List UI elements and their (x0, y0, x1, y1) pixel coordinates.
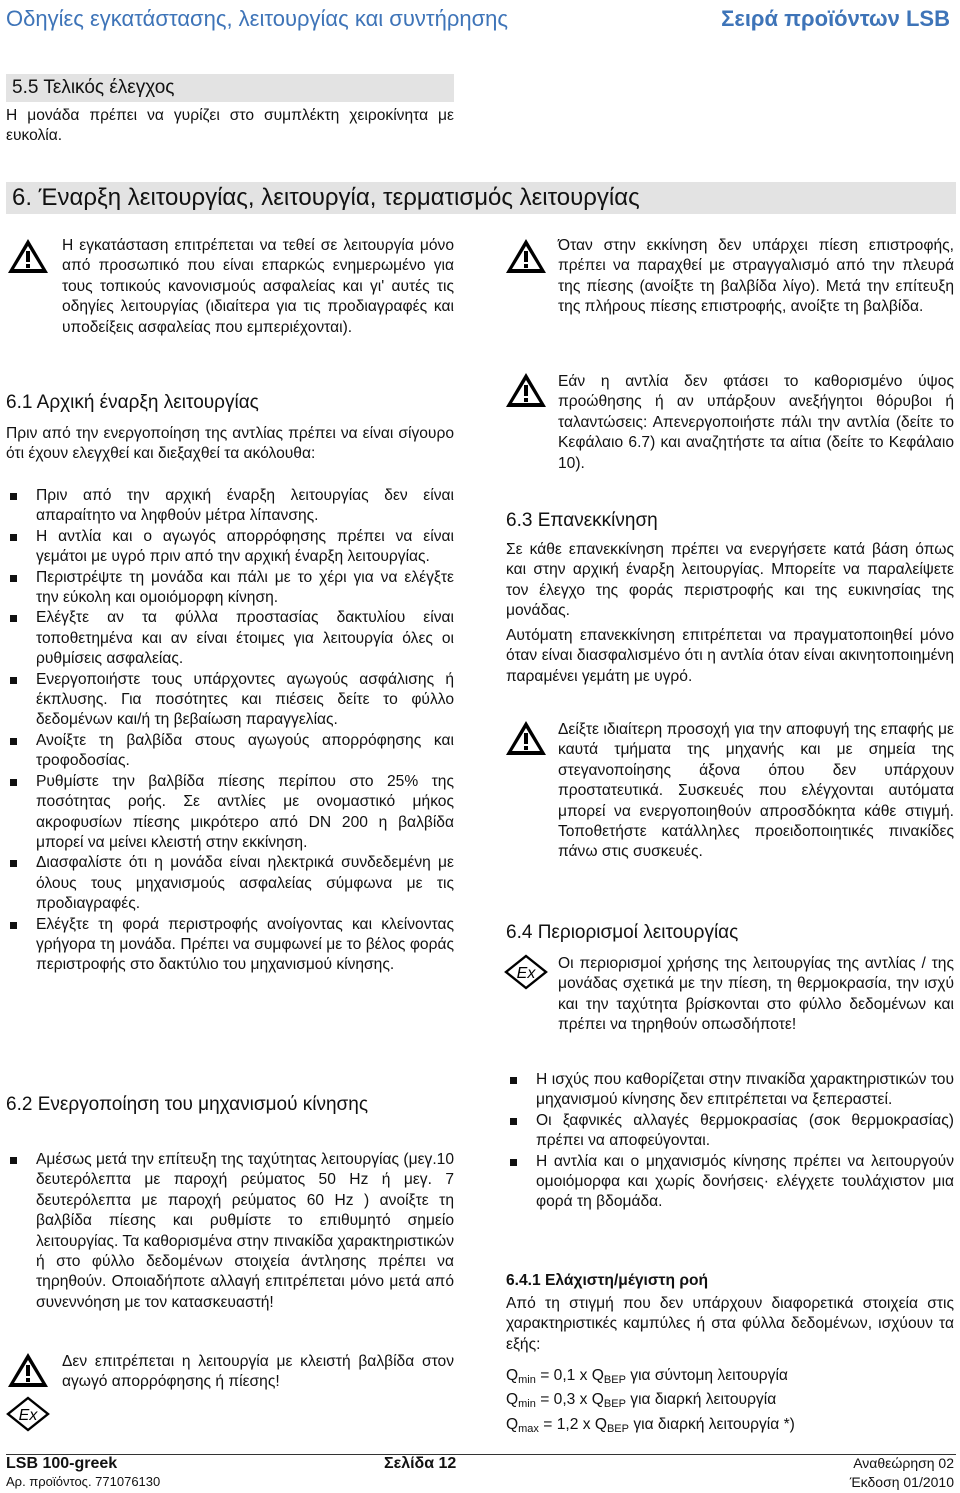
list-item: Η αντλία και ο αγωγός απορρόφησης πρέπει να είναι γεμάτοι με υγρό πριν από την αρχική έναρξη λειτουργίας. (6, 527, 454, 568)
section-6-1-list (6, 486, 454, 976)
section-6-3-title: 6.3 Επανεκκίνηση (506, 510, 658, 531)
section-6-4-1-title: 6.4.1 Ελάχιστη/μέγιστη ροή (506, 1272, 709, 1289)
section-6-3-paragraph-2: Αυτόματη επανεκκίνηση επιτρέπεται να πραγματοποιηθεί μόνο όταν είναι διασφαλισμένο ότι η αντλία όταν είναι ακινητοποιημένη παραμένει γεμάτη με υγρό. (506, 627, 954, 685)
restart-pressure-warning-text: Όταν στην εκκίνηση δεν υπάρχει πίεση επιστροφής, πρέπει να παραχθεί με στραγγαλισμό από την πλευρά της πίεσης (ανοίξτε τη βαλβίδα λίγο). Μετά την επίτευξη της πλήρους πίεσης επιστροφής, ανοίξτε τη βαλβίδα. (558, 237, 954, 316)
list-item: Η αντλία και ο μηχανισμός κίνησης πρέπει να λειτουργούν ομοιόμορφα και χωρίς δονήσεις· ελέγχετε τουλάχιστον μια φορά τη βδομάδα. (506, 1152, 954, 1213)
section-6-4-1-text: Από τη στιγμή που δεν υπάρχουν διαφορετικά στοιχεία στις χαρακτηριστικές καμπύλες ή στα φύλλα δεδομένων, ισχύουν τα εξής: (506, 1295, 954, 1353)
footer-product-number: Αρ. προϊόντος. 771076130 (6, 1474, 161, 1489)
footer-page-number: Σελίδα 12 (384, 1455, 457, 1472)
section-6-1-title: 6.1 Αρχική έναρξη λειτουργίας (6, 392, 259, 413)
header-product-series: Σειρά προϊόντων LSB (721, 6, 950, 31)
warning-icon (6, 1350, 50, 1390)
list-item: Ανοίξτε τη βαλβίδα στους αγωγούς απορρόφησης και τροφοδοσίας. (6, 731, 454, 772)
section-6-4-title: 6.4 Περιορισμοί λειτουργίας (506, 922, 739, 943)
list-item: Αμέσως μετά την επίτευξη της ταχύτητας λειτουργίας (μεγ.10 δευτερόλεπτα με παροχή ρεύματος 50 Hz ή μεγ. 7 δευτερόλεπτα με παροχή ρεύματος 60 Hz ) ανοίξτε τη βαλβίδα πίεσης και ρυθμίστε το επιθυμητό σημείο λειτουργίας. Τα καθορισμένα στην πινακίδα χαρακτηριστικών ή στο φύλλο δεδομένων στοιχεία άντλησης πρέπει να τηρηθούν. Οποιαδήποτε αλλαγή επιτρέπεται μόνο μετά από συνεννόηση με τον κατασκευαστή! (6, 1150, 454, 1313)
section-6-4-list (506, 1070, 954, 1213)
list-item: Πριν από την αρχική έναρξη λειτουργίας δεν είναι απαραίτητο να ληφθούν μέτρα λίπανσης. (6, 486, 454, 527)
footer-document-id: LSB 100-greek (6, 1455, 118, 1472)
footer-revision: Αναθεώρηση 02 (853, 1455, 954, 1471)
list-item: Οι ξαφνικές αλλαγές θερμοκρασίας (σοκ θερμοκρασίας) πρέπει να αποφεύγονται. (506, 1111, 954, 1152)
ex-explosion-protection-icon (6, 1396, 50, 1432)
svg-text:Ex: Ex (516, 965, 536, 982)
hot-parts-warning-text: Δείξτε ιδιαίτερη προσοχή για την αποφυγή της επαφής με καυτά τμήματα της μηχανής και με σημεία της στεγανοποίησης άξονα όπου δεν υπάρχουν προστατευτικά. Συσκευές που ελέγχονται αυτόματα μπορεί να ενεργοποιηθούν απροσδόκητα κάθε στιγμή. Τοποθετήστε κατάλληλες προειδοποιητικές πινακίδες πάνω στις συσκευές. (558, 721, 954, 861)
noise-vibration-warning-text: Εάν η αντλία δεν φτάσει το καθορισμένο ύψος προώθησης ή αν υπάρξουν ανεξήγητοι θόρυβοι ή ταλαντώσεις: Απενεργοποιήστε πάλι την αντλία (δείτε το Κεφάλαιο 6.7) και αναζητήστε τα αίτια (δείτε το Κεφάλαιο 10). (558, 373, 954, 472)
list-item: Ελέγξτε αν τα φύλλα προστασίας δακτυλίου είναι τοποθετημένα και αν είναι έτοιμες για λειτουργία όλες οι ρυθμίσεις ασφαλείας. (6, 608, 454, 669)
warning-icon (6, 236, 50, 276)
section-6-2-list (6, 1150, 454, 1313)
svg-text:Ex: Ex (18, 1407, 38, 1424)
section-5-5-text: Η μονάδα πρέπει να γυρίζει στο συμπλέκτη χειροκίνητα με ευκολία. (6, 107, 454, 145)
formula-min-short: Qmin = 0,1 x QBEP για σύντομη λειτουργία (506, 1367, 788, 1386)
flow-formulas (506, 1366, 954, 1439)
warning-icon (504, 236, 548, 276)
header-title: Οδηγίες εγκατάστασης, λειτουργίας και συντήρησης (6, 6, 509, 31)
section-6-1-intro: Πριν από την ενεργοποίηση της αντλίας πρέπει να είναι σίγουρο ότι έχουν ελεγχθεί και διεξαχθεί τα ακόλουθα: (6, 425, 454, 463)
formula-max-continuous: Qmax = 1,2 x QBEP για διαρκή λειτουργία *) (506, 1415, 795, 1435)
ex-explosion-protection-icon (504, 954, 548, 990)
footer-divider (6, 1454, 956, 1455)
section-6-3-paragraph-1: Σε κάθε επανεκκίνηση πρέπει να ενεργήσετε κατά βάση όπως και στην αρχική έναρξη λειτουργίας. Μπορείτε να παραλείψετε τον έλεγχο της φοράς περιστροφής και της ευκινησίας της μονάδας. (506, 541, 954, 620)
list-item: Ελέγξτε τη φορά περιστροφής ανοίγοντας και κλείνοντας γρήγορα τη μονάδα. Πρέπει να συμφωνεί με το βέλος φοράς περιστροφής στο δακτύλιο του μηχανισμού κίνησης. (6, 915, 454, 976)
section-5-5-title: 5.5 Τελικός έλεγχος (6, 74, 454, 102)
section-6-2-title: 6.2 Ενεργοποίηση του μηχανισμού κίνησης (6, 1094, 369, 1115)
section-6-title: 6. Έναρξη λειτουργίας, λειτουργία, τερματισμός λειτουργίας (6, 182, 956, 214)
section-6-warning-text: Η εγκατάσταση επιτρέπεται να τεθεί σε λειτουργία μόνο από προσωπικό που είναι επαρκώς ενημερωμένο για τους τοπικούς κανονισμούς ασφαλείας και γι' αυτές τις οδηγίες λειτουργίας (ιδιαίτερα για τις προδιαγραφές και υποδείξεις ασφαλείας που εμπεριέχονται). (62, 237, 454, 336)
warning-icon (504, 718, 548, 758)
list-item: Ενεργοποιήστε τους υπάρχοντες αγωγούς ασφάλισης ή έκπλυσης. Για ποσότητες και πιέσεις δείτε το φύλλο δεδομένων και/ή τη βεβαίωση παραγγελίας. (6, 670, 454, 731)
list-item: Διασφαλίστε ότι η μονάδα είναι ηλεκτρικά συνδεδεμένη με όλους τους μηχανισμούς ασφαλείας σύμφωνα με τις προδιαγραφές. (6, 853, 454, 914)
list-item: Ρυθμίστε την βαλβίδα πίεσης περίπου στο 25% της ποσότητας ροής. Σε αντλίες με ονομαστικό μήκος ακροφυσίων πίεσης μικρότερο από DN 200 η βαλβίδα μπορεί να μείνει κλειστή στην εκκίνηση. (6, 772, 454, 854)
page-header (0, 0, 960, 40)
footer-edition: Έκδοση 01/2010 (849, 1474, 954, 1490)
section-6-2-warning-text: Δεν επιτρέπεται η λειτουργία με κλειστή βαλβίδα στον αγωγό απορρόφησης ή πίεσης! (62, 1353, 454, 1391)
section-6-4-ex-text: Οι περιορισμοί χρήσης της λειτουργίας της αντλίας / της μονάδας σχετικά με την πίεση, τη θερμοκρασία, την ισχύ και την ταχύτητα βρίσκονται στο φύλλο δεδομένων και πρέπει να τηρηθούν οπωσδήποτε! (558, 955, 954, 1034)
list-item: Περιστρέψτε τη μονάδα και πάλι με το χέρι για να ελέγξτε την εύκολη και ομοιόμορφη κίνηση. (6, 568, 454, 609)
list-item: Η ισχύς που καθορίζεται στην πινακίδα χαρακτηριστικών του μηχανισμού κίνησης δεν επιτρέπεται να ξεπεραστεί. (506, 1070, 954, 1111)
warning-icon (504, 370, 548, 410)
formula-min-continuous: Qmin = 0,3 x QBEP για διαρκή λειτουργία (506, 1391, 777, 1411)
